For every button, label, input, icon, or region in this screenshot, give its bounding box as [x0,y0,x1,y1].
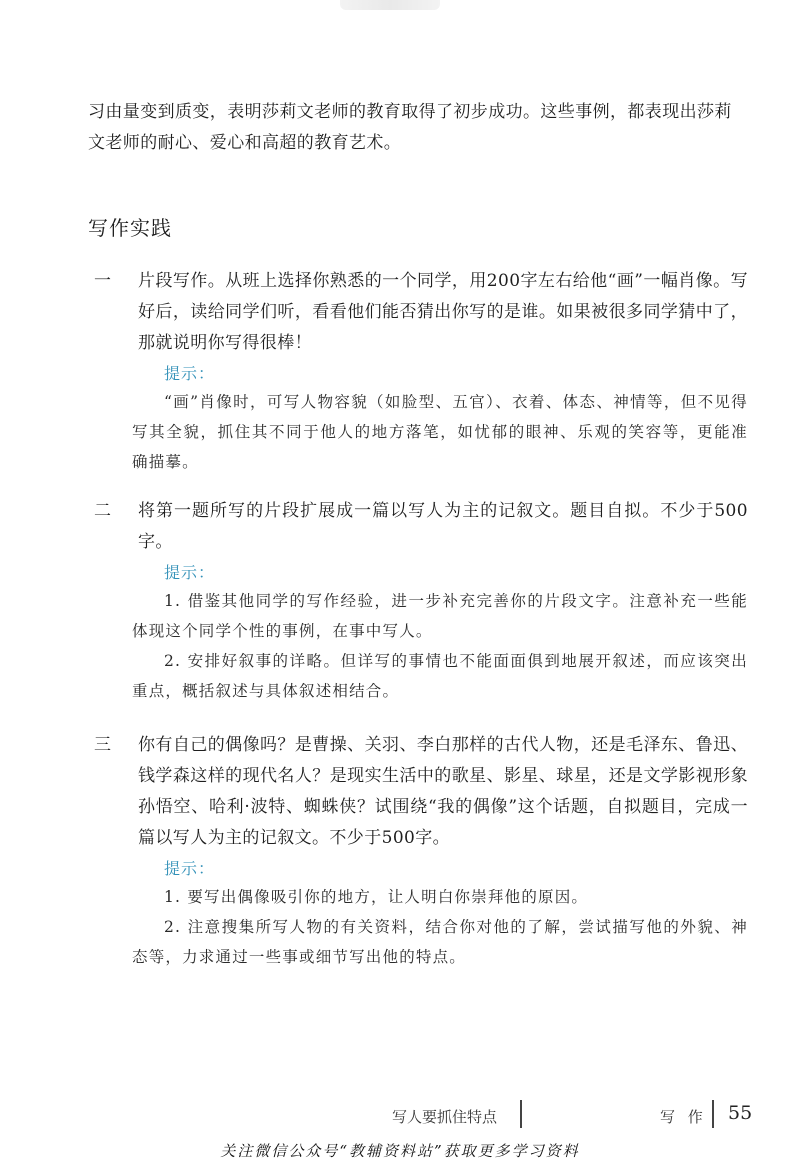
hint-text: 1. 要写出偶像吸引你的地方，让人明白你崇拜他的原因。 [164,888,589,906]
hint-text: “画”肖像时，可写人物容貌（如脸型、五官）、衣着、体态、神情等，但不见得写其全貌，抓住其不同于他人的地方落笔，如忧郁的眼神、乐观的笑容等，更能准确描摹。 [132,393,748,471]
footer-chapter-title: 写人要抓住特点 [392,1108,498,1126]
item-text: 将第一题所写的片段扩展成一篇以写人为主的记叙文。题目自拟。不少于500字。 [138,501,748,552]
item-number: 二 [94,501,111,521]
exercise-item-3 [88,730,748,972]
exercise-item-2 [88,496,748,706]
hint-label: 提示： [164,563,216,582]
item-text: 你有自己的偶像吗？是曹操、关羽、李白那样的古代人物，还是毛泽东、鲁迅、钱学森这样的现代名人？是现实生活中的歌星、影星、球星，还是文学影视形象孙悟空、哈利·波特、蜘蛛侠？试围绕“我的偶像”这个话题，自拟题目，完成一篇以写人为主的记叙文。不少于500字。 [138,735,748,848]
top-scan-mark [340,0,440,10]
item-text: 片段写作。从班上选择你熟悉的一个同学，用200字左右给他“画”一幅肖像。写好后，读给同学们听，看看他们能否猜出你写的是谁。如果被很多同学猜中了，那就说明你写得很棒！ [138,271,748,353]
hint-text: 1. 借鉴其他同学的写作经验，进一步补充完善你的片段文字。注意补充一些能体现这个同学个性的事例，在事中写人。 [132,592,748,640]
hint-text: 2. 安排好叙事的详略。但详写的事情也不能面面俱到地展开叙述，而应该突出重点，概括叙述与具体叙述相结合。 [132,652,748,700]
hint-label: 提示： [164,364,216,383]
page-footer [0,1098,800,1134]
item-number: 一 [94,271,111,291]
exercise-item-1 [88,266,748,477]
intro-paragraph: 习由量变到质变，表明莎莉文老师的教育取得了初步成功。这些事例，都表现出莎莉文老师的耐心、爱心和高超的教育艺术。 [88,102,732,153]
item-number: 三 [94,735,111,755]
page-number: 55 [728,1102,753,1124]
footer-section-label: 写 作 [660,1108,707,1126]
footer-divider [712,1100,714,1128]
footer-divider [520,1100,522,1128]
hint-text: 2. 注意搜集所写人物的有关资料，结合你对他的了解，尝试描写他的外貌、神态等，力求通过一些事或细节写出他的特点。 [132,918,748,966]
section-title: 写作实践 [88,216,172,240]
hint-label: 提示： [164,859,216,878]
watermark-text: 关注微信公众号“教辅资料站”获取更多学习资料 [220,1142,580,1160]
